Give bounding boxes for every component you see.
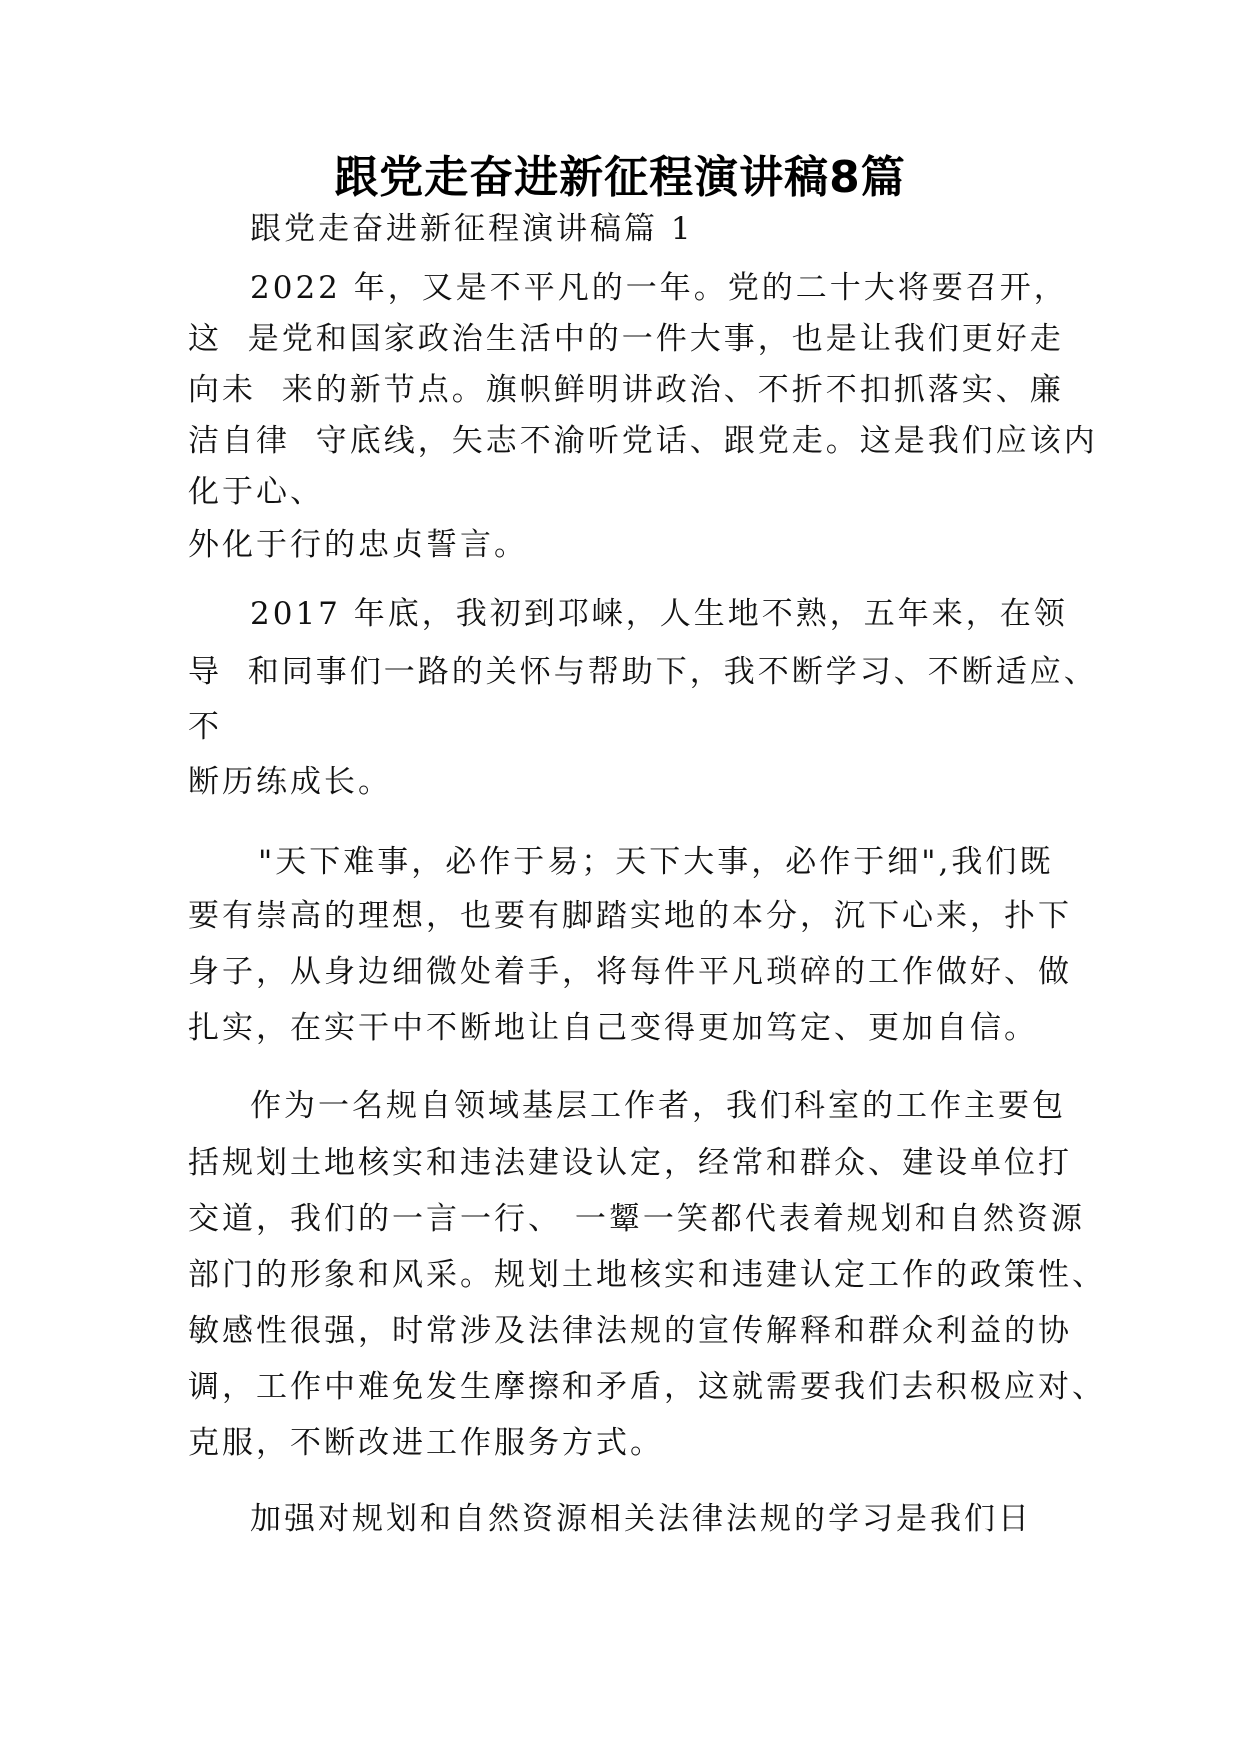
paragraph-line: 这 是党和国家政治生活中的一件大事，也是让我们更好走 bbox=[188, 321, 1064, 357]
paragraph-line: 不 bbox=[188, 709, 222, 745]
paragraph-line: 断历练成长。 bbox=[188, 764, 392, 800]
paragraph-line: 身子，从身边细微处着手，将每件平凡琐碎的工作做好、做 bbox=[188, 954, 1072, 990]
paragraph-line: 要有崇高的理想，也要有脚踏实地的本分，沉下心来，扑下 bbox=[188, 898, 1072, 934]
paragraph-line: 克服，不断改进工作服务方式。 bbox=[188, 1425, 664, 1461]
paragraph-line: 化于心、 bbox=[188, 474, 324, 510]
paragraph-line: 加强对规划和自然资源相关法律法规的学习是我们日 bbox=[250, 1501, 1032, 1537]
paragraph-line: 调，工作中难免发生摩擦和矛盾，这就需要我们去积极应对、 bbox=[188, 1369, 1106, 1405]
paragraph-line: 洁自律 守底线，矢志不渝听党话、跟党走。这是我们应该内 bbox=[188, 423, 1098, 459]
paragraph-line: 外化于行的忠贞誓言。 bbox=[188, 527, 528, 563]
paragraph-line: 2022 年，又是不平凡的一年。党的二十大将要召开， bbox=[250, 270, 1068, 306]
paragraph-line: 交道，我们的一言一行、 一颦一笑都代表着规划和自然资源 bbox=[188, 1201, 1085, 1237]
paragraph-line: 向未 来的新节点。旗帜鲜明讲政治、不折不扣抓落实、廉 bbox=[188, 372, 1064, 408]
paragraph-line: 2017 年底，我初到邛崃，人生地不熟，五年来，在领 bbox=[250, 596, 1068, 632]
paragraph-line: "天下难事，必作于易；天下大事，必作于细",我们既 bbox=[258, 844, 1054, 880]
paragraph-line: 部门的形象和风采。规划土地核实和违建认定工作的政策性、 bbox=[188, 1257, 1106, 1293]
document-title: 跟党走奋进新征程演讲稿8篇 bbox=[334, 152, 906, 203]
paragraph-line: 敏感性很强，时常涉及法律法规的宣传解释和群众利益的协 bbox=[188, 1313, 1072, 1349]
paragraph-line: 作为一名规自领域基层工作者，我们科室的工作主要包 bbox=[250, 1088, 1066, 1124]
paragraph-line: 导 和同事们一路的关怀与帮助下，我不断学习、不断适应、 bbox=[188, 654, 1098, 690]
section-heading: 跟党走奋进新征程演讲稿篇 1 bbox=[250, 211, 694, 247]
paragraph-line: 括规划土地核实和违法建设认定，经常和群众、建设单位打 bbox=[188, 1145, 1072, 1181]
paragraph-line: 扎实，在实干中不断地让自己变得更加笃定、更加自信。 bbox=[188, 1010, 1038, 1046]
